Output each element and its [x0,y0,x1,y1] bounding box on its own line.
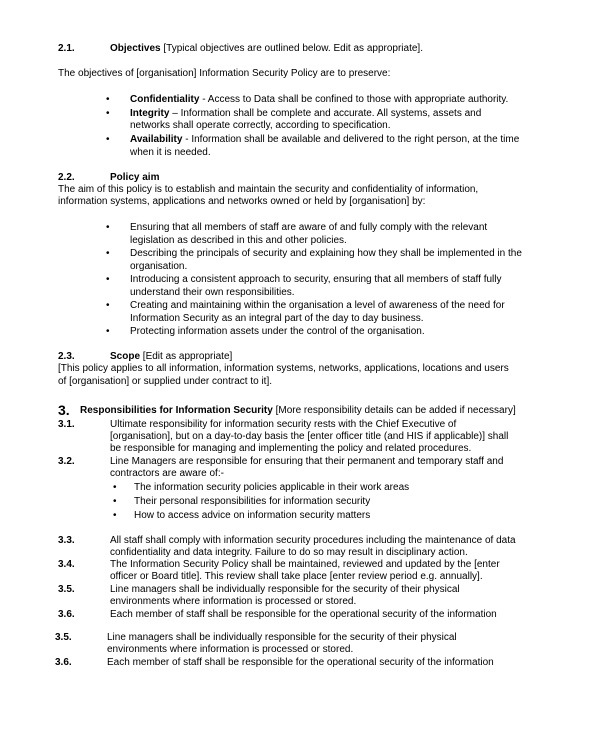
bullet-icon: • [106,300,110,311]
item-number: 3.6. [55,657,72,668]
bullet-icon: • [106,94,110,105]
paragraph-line: information systems, applications and networks owned or held by [organisation] by: [58,196,426,207]
list-item [130,94,508,106]
section-heading [80,405,516,417]
section-note: [Typical objectives are outlined below. Edit as appropriate]. [160,43,423,54]
list-item-text: Information Security as an integral part of the day to day business. [130,313,424,324]
section-number: 2.2. [58,172,75,183]
item-text: environments where information is processed or stored. [107,644,354,655]
paragraph-line: [This policy applies to all information, information systems, networks, applications, locations and users [58,363,509,374]
item-number: 3.2. [58,456,75,467]
item-text: Each member of staff shall be responsible for the operational security of the information [110,609,497,620]
item-number: 3.3. [58,535,75,546]
list-item-text: Introducing a consistent approach to security, ensuring that all members of staff fully [130,274,502,285]
section-number: 3. [58,402,70,418]
section-number: 2.1. [58,43,75,54]
section-title: Objectives [110,43,161,54]
list-item-text: legislation as described in this and other policies. [130,235,347,246]
item-text: Each member of staff shall be responsible for the operational security of the information [107,657,494,668]
item-text: Line Managers are responsible for ensuring that their permanent and temporary staff and [110,456,504,467]
term: Integrity [130,108,170,119]
paragraph-line: The aim of this policy is to establish and maintain the security and confidentiality of information, [58,184,479,195]
term: Confidentiality [130,94,200,105]
list-item-text: Protecting information assets under the control of the organisation. [130,326,425,337]
list-item-text: understand their own responsibilities. [130,287,295,298]
item-text: [organisation], but on a day-to-day basis the [enter officer title (and HIS if applicable)] shall [110,431,509,442]
bullet-icon: • [106,274,110,285]
list-item-text: - Information shall be available and delivered to the right person, at the time [182,134,520,145]
bullet-icon: • [113,482,117,493]
list-item-text: The information security policies applicable in their work areas [134,482,410,493]
item-text: contractors are aware of:- [110,468,224,479]
item-number: 3.5. [55,632,72,643]
list-item-text: Their personal responsibilities for information security [134,496,371,507]
list-item-text: – Information shall be complete and accurate. All systems, assets and [169,108,482,119]
item-text: environments where information is processed or stored. [110,596,357,607]
item-number: 3.6. [58,609,75,620]
item-text: officer or Board title]. This review shall take place [enter review period e.g. annually]. [110,571,483,582]
section-heading [110,351,232,363]
bullet-icon: • [113,496,117,507]
section-note: [More responsibility details can be added if necessary] [272,405,516,416]
section-number: 2.3. [58,351,75,362]
list-item [130,108,481,120]
item-text: The Information Security Policy shall be maintained, reviewed and updated by the [enter [110,559,500,570]
item-text: Line managers shall be individually responsible for the security of their physical [107,632,457,643]
item-text: All staff shall comply with information security procedures including the maintenance of data [110,535,516,546]
item-text: Ultimate responsibility for information security rests with the Chief Executive of [110,419,457,430]
item-number: 3.1. [58,419,75,430]
section-heading [110,43,423,55]
bullet-icon: • [113,510,117,521]
bullet-icon: • [106,222,110,233]
bullet-icon: • [106,134,110,145]
term: Availability [130,134,183,145]
item-text: confidentiality and data integrity. Failure to do so may result in disciplinary action. [110,547,468,558]
section-title: Policy aim [110,172,160,183]
list-item-text: networks shall operate correctly, according to specification. [130,120,391,131]
list-item-text: How to access advice on information security matters [134,510,371,521]
bullet-icon: • [106,108,110,119]
section-note: [Edit as appropriate] [140,351,233,362]
item-text: Line managers shall be individually responsible for the security of their physical [110,584,460,595]
item-number: 3.5. [58,584,75,595]
list-item [130,134,519,146]
section-title: Responsibilities for Information Security [80,405,273,416]
list-item-text: when it is needed. [130,147,211,158]
list-item-text: - Access to Data shall be confined to those with appropriate authority. [199,94,509,105]
paragraph: The objectives of [organisation] Information Security Policy are to preserve: [58,68,391,79]
bullet-icon: • [106,248,110,259]
item-number: 3.4. [58,559,75,570]
list-item-text: Describing the principals of security and explaining how they shall be implemented in the [130,248,522,259]
paragraph-line: of [organisation] or supplied under contract to it]. [58,376,273,387]
list-item-text: Ensuring that all members of staff are aware of and fully comply with the relevant [130,222,488,233]
bullet-icon: • [106,326,110,337]
item-text: be responsible for managing and implementing the policy and related procedures. [110,443,472,454]
list-item-text: organisation. [130,261,188,272]
section-title: Scope [110,351,141,362]
list-item-text: Creating and maintaining within the organisation a level of awareness of the need for [130,300,505,311]
